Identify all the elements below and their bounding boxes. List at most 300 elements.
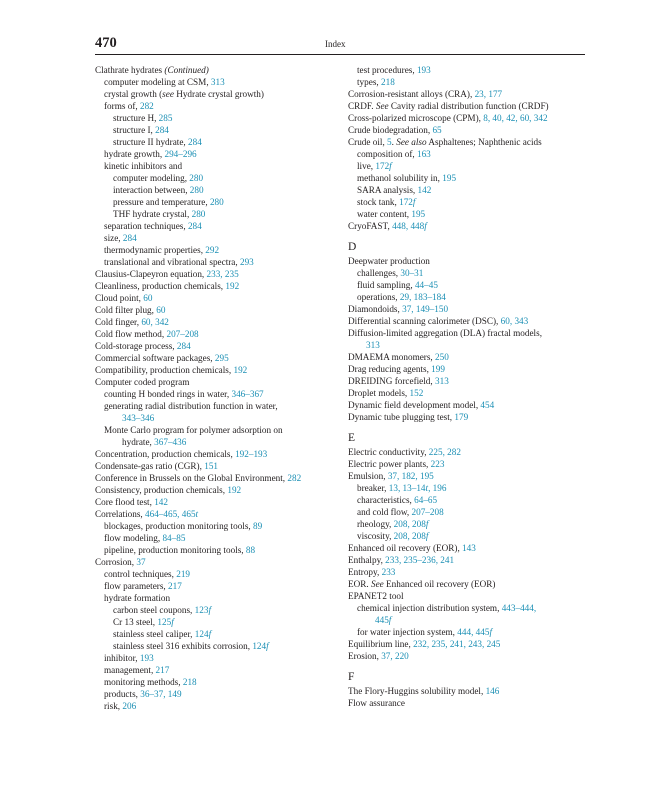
index-subentry xyxy=(95,232,335,244)
entry-term: control techniques, xyxy=(104,569,177,579)
page-ref-suffix[interactable]: f xyxy=(425,531,429,541)
page-ref-link[interactable]: 172 xyxy=(375,161,390,171)
index-entry xyxy=(95,508,335,520)
page-ref-link[interactable]: 37 xyxy=(136,557,146,567)
page-ref-link[interactable]: 282 xyxy=(287,473,302,483)
page-ref-suffix[interactable]: f xyxy=(424,221,427,231)
page-ref-suffix[interactable]: f xyxy=(389,161,392,171)
entry-term: Cold-storage process, xyxy=(95,341,177,351)
entry-term: CryoFAST, xyxy=(348,221,393,231)
page-ref-link[interactable]: 280 xyxy=(189,173,204,183)
page-ref-link[interactable]: 163 xyxy=(416,149,431,159)
index-entry xyxy=(348,220,588,232)
page-ref-link[interactable]: 195 xyxy=(442,173,457,183)
page-ref-link[interactable]: 124 xyxy=(252,641,267,651)
page-ref-suffix[interactable]: f xyxy=(412,197,416,207)
entry-term: Cold finger, xyxy=(95,317,142,327)
entry-term: live, xyxy=(357,161,376,171)
page-ref-link[interactable]: 343–346 xyxy=(122,413,155,423)
page-ref-link[interactable]: 124 xyxy=(194,629,209,639)
section-letter-heading: E xyxy=(348,432,356,444)
entry-term: Diffusion-limited aggregation (DLA) fractal models, xyxy=(348,328,542,338)
page-ref-link[interactable]: 143 xyxy=(462,543,476,553)
section-letter-heading: F xyxy=(348,671,355,683)
index-entry xyxy=(95,484,335,496)
entry-term: Computer coded program xyxy=(95,377,190,387)
index-subentry xyxy=(95,664,335,676)
index-subentry xyxy=(348,76,588,88)
index-entry xyxy=(348,650,588,662)
entry-term: SARA analysis, xyxy=(357,185,418,195)
index-subentry xyxy=(348,339,588,351)
index-entry xyxy=(348,124,588,136)
page-ref-link[interactable]: 36–37, 149 xyxy=(140,689,182,699)
index-entry xyxy=(95,448,335,460)
index-entry xyxy=(348,375,588,387)
entry-term: flow modeling, xyxy=(104,533,163,543)
page-ref-link[interactable]: 280 xyxy=(189,185,204,195)
index-entry xyxy=(95,376,335,388)
index-entry xyxy=(95,316,335,328)
page-ref-link[interactable]: 5 xyxy=(387,137,392,147)
entry-term: structure I, xyxy=(113,125,156,135)
entry-term: structure H, xyxy=(113,113,159,123)
index-subentry xyxy=(348,64,588,76)
page-ref-link[interactable]: 88 xyxy=(245,545,256,555)
entry-term: separation techniques, xyxy=(104,221,188,231)
index-entry xyxy=(95,64,335,76)
index-entry xyxy=(348,411,588,423)
entry-term: Correlations, xyxy=(95,509,146,519)
entry-term: counting H bonded rings in water, xyxy=(104,389,232,399)
index-subentry xyxy=(348,160,588,172)
page-ref-link[interactable]: 192 xyxy=(225,281,240,291)
index-entry xyxy=(95,328,335,340)
page-ref-link[interactable]: 217 xyxy=(155,665,170,675)
entry-term: DREIDING forcefield, xyxy=(348,376,435,386)
entry-term: Conference in Brussels on the Global Environment, xyxy=(95,473,288,483)
page-ref-link[interactable]: 152 xyxy=(409,388,424,398)
entry-term: fluid sampling, xyxy=(357,280,415,290)
entry-term: Crude biodegradation, xyxy=(348,125,433,135)
entry-term: Core flood test, xyxy=(95,497,155,507)
entry-term: Cleanliness, production chemicals, xyxy=(95,281,226,291)
entry-text: . xyxy=(391,137,397,147)
index-entry xyxy=(95,460,335,472)
page-ref-suffix[interactable]: f xyxy=(266,641,269,651)
entry-term: stainless steel 316 exhibits corrosion, xyxy=(113,641,253,651)
page-ref-link[interactable]: 123 xyxy=(194,605,209,615)
entry-term: flow parameters, xyxy=(104,581,169,591)
entry-term: thermodynamic properties, xyxy=(104,245,206,255)
page-ref-link[interactable]: 60, 342 xyxy=(141,317,169,327)
index-subentry xyxy=(95,604,335,616)
entry-term: Entropy, xyxy=(348,567,382,577)
page-ref-link[interactable]: 284 xyxy=(155,125,169,135)
page-ref-link[interactable]: 367–436 xyxy=(154,437,187,447)
index-subentry xyxy=(348,602,588,614)
index-subentry xyxy=(348,267,588,279)
index-subentry xyxy=(348,506,588,518)
entry-term: Dynamic tube plugging test, xyxy=(348,412,455,422)
index-subentry xyxy=(95,124,335,136)
index-entry xyxy=(348,685,588,697)
section-letter-heading: D xyxy=(348,241,357,253)
index-subentry xyxy=(95,160,335,172)
index-entry xyxy=(348,554,588,566)
index-entry xyxy=(348,255,588,267)
page-ref-link[interactable]: 284 xyxy=(188,137,202,147)
page-ref-link[interactable]: 232, 235, 241, 243, 245 xyxy=(413,639,501,649)
entry-term: Consistency, production chemicals, xyxy=(95,485,228,495)
index-entry xyxy=(348,566,588,578)
entry-term: types, xyxy=(357,77,381,87)
entry-term: Crude oil, xyxy=(348,137,388,147)
entry-term: Clausius-Clapeyron equation, xyxy=(95,269,207,279)
entry-term: hydrate formation xyxy=(104,593,171,603)
index-subentry xyxy=(348,614,588,626)
index-entry xyxy=(348,542,588,554)
index-entry xyxy=(95,304,335,316)
page-ref-link[interactable]: 284 xyxy=(122,233,137,243)
index-subentry xyxy=(95,436,335,448)
index-entry xyxy=(348,470,588,482)
entry-term: for water injection system, xyxy=(357,627,458,637)
index-entry xyxy=(95,268,335,280)
page-ref-link[interactable]: 313 xyxy=(366,340,380,350)
page-ref-link[interactable]: 207–208 xyxy=(411,507,444,517)
entry-term: carbon steel coupons, xyxy=(113,605,195,615)
entry-term: THF hydrate crystal, xyxy=(113,209,192,219)
index-subentry xyxy=(95,580,335,592)
page-ref-link[interactable]: 280 xyxy=(191,209,206,219)
index-entry xyxy=(348,315,588,327)
page-ref-link[interactable]: 84–85 xyxy=(162,533,186,543)
page-ref-link[interactable]: 23, 177 xyxy=(474,89,503,99)
index-entry xyxy=(348,697,588,709)
cross-reference-label: See also xyxy=(396,137,427,147)
index-entry xyxy=(95,340,335,352)
page-ref-link[interactable]: 172 xyxy=(399,197,413,207)
page-ref-link[interactable]: 218 xyxy=(182,677,197,687)
entry-term: risk, xyxy=(104,701,123,711)
entry-term: operations, xyxy=(357,292,400,302)
page-ref-link[interactable]: 199 xyxy=(431,364,445,374)
entry-term: management, xyxy=(104,665,156,675)
entry-term: The Flory-Huggins solubility model, xyxy=(348,686,486,696)
index-subentry xyxy=(95,136,335,148)
index-subentry xyxy=(95,208,335,220)
entry-term: Cold filter plug, xyxy=(95,305,157,315)
page-ref-link[interactable]: 192 xyxy=(233,365,248,375)
page-ref-link[interactable]: 65 xyxy=(432,125,442,135)
entry-term: monitoring methods, xyxy=(104,677,183,687)
entry-term: characteristics, xyxy=(357,495,415,505)
page-ref-link[interactable]: 454 xyxy=(480,400,495,410)
entry-term: EOR. xyxy=(348,579,371,589)
index-subentry xyxy=(95,88,335,100)
page-ref-link[interactable]: 29, 183–184 xyxy=(399,292,446,302)
entry-term: Condensate-gas ratio (CGR), xyxy=(95,461,205,471)
index-subentry xyxy=(95,256,335,268)
entry-term: Cloud point, xyxy=(95,293,144,303)
index-subentry xyxy=(95,220,335,232)
entry-term: kinetic inhibitors and xyxy=(104,161,183,171)
entry-term: test procedures, xyxy=(357,65,417,75)
page-ref-link[interactable]: 64–65 xyxy=(414,495,438,505)
page-ref-link[interactable]: 464–465, 465 xyxy=(145,509,196,519)
page-number: 470 xyxy=(95,35,117,51)
entry-term: Commercial software packages, xyxy=(95,353,215,363)
index-subentry xyxy=(348,518,588,530)
entry-term: products, xyxy=(104,689,141,699)
entry-term: Compatibility, production chemicals, xyxy=(95,365,234,375)
index-entry xyxy=(348,399,588,411)
index-subentry xyxy=(95,112,335,124)
page-ref-link[interactable]: 142 xyxy=(417,185,432,195)
page-ref-link[interactable]: 208, 208 xyxy=(393,519,426,529)
index-subentry xyxy=(348,291,588,303)
index-subentry xyxy=(95,400,335,412)
page-ref-suffix[interactable]: f xyxy=(208,605,211,615)
page-ref-link[interactable]: 146 xyxy=(485,686,500,696)
index-subentry xyxy=(348,482,588,494)
page-ref-link[interactable]: 195 xyxy=(411,209,426,219)
page-ref-link[interactable]: 285 xyxy=(158,113,173,123)
index-subentry xyxy=(348,184,588,196)
entry-term: Enhanced oil recovery (EOR), xyxy=(348,543,463,553)
entry-term: Cross-polarized microscope (CPM), xyxy=(348,113,484,123)
page-ref-link[interactable]: 193 xyxy=(139,653,154,663)
page-ref-link[interactable]: 219 xyxy=(176,569,190,579)
entry-term: viscosity, xyxy=(357,531,394,541)
page-ref-link[interactable]: 313 xyxy=(210,77,225,87)
entry-term: size, xyxy=(104,233,123,243)
index-subentry xyxy=(348,196,588,208)
running-title: Index xyxy=(325,39,346,49)
index-entry xyxy=(348,578,588,590)
index-subentry xyxy=(95,148,335,160)
index-subentry xyxy=(95,424,335,436)
page-ref-link[interactable]: 151 xyxy=(204,461,218,471)
page-ref-link[interactable]: 443–444, xyxy=(501,603,537,613)
page-ref-link[interactable]: 125 xyxy=(157,617,172,627)
page-ref-link[interactable]: 250 xyxy=(435,352,449,362)
page-ref-link[interactable]: 292 xyxy=(205,245,220,255)
entry-term: translational and vibrational spectra, xyxy=(104,257,240,267)
page-ref-link[interactable]: 223 xyxy=(430,459,445,469)
index-entry xyxy=(348,387,588,399)
page-ref-link[interactable]: 284 xyxy=(187,221,202,231)
page-ref-suffix[interactable]: t xyxy=(195,509,199,519)
entry-term: DMAEMA monomers, xyxy=(348,352,436,362)
entry-term: hydrate growth, xyxy=(104,149,165,159)
page-ref-link[interactable]: 295 xyxy=(214,353,229,363)
page-ref-link[interactable]: 44–45 xyxy=(414,280,438,290)
index-subentry xyxy=(348,148,588,160)
index-subentry xyxy=(348,172,588,184)
entry-term: Cold flow method, xyxy=(95,329,167,339)
entry-term: Enthalpy, xyxy=(348,555,386,565)
entry-text: Asphaltenes; Naphthenic acids xyxy=(426,137,542,147)
index-entry xyxy=(348,590,588,602)
page-ref-link[interactable]: 13, 13–14 xyxy=(388,483,426,493)
page-ref-link[interactable]: 30–31 xyxy=(400,268,424,278)
entry-term: Erosion, xyxy=(348,651,382,661)
entry-term: blockages, production monitoring tools, xyxy=(104,521,254,531)
index-entry xyxy=(95,472,335,484)
index-subentry xyxy=(95,688,335,700)
page-ref-link[interactable]: 60, 343 xyxy=(500,316,529,326)
page-ref-link[interactable]: 89 xyxy=(253,521,263,531)
entry-term: Electric conductivity, xyxy=(348,447,429,457)
entry-term: forms of, xyxy=(104,101,140,111)
index-subentry xyxy=(95,616,335,628)
entry-term: stock tank, xyxy=(357,197,400,207)
page-ref-link[interactable]: 280 xyxy=(209,197,224,207)
index-subentry xyxy=(95,172,335,184)
page-ref-link[interactable]: 179 xyxy=(454,412,469,422)
index-subentry xyxy=(95,388,335,400)
page-ref-link[interactable]: 206 xyxy=(122,701,137,711)
index-entry xyxy=(348,351,588,363)
page-ref-link[interactable]: 37, 182, 195 xyxy=(387,471,434,481)
index-subentry xyxy=(348,494,588,506)
page-ref-link[interactable]: 37, 149–150 xyxy=(402,304,449,314)
page-ref-link[interactable]: 218 xyxy=(381,77,395,87)
entry-term: Dynamic field development model, xyxy=(348,400,481,410)
page-ref-link[interactable]: , 196 xyxy=(428,483,447,493)
entry-term: Emulsion, xyxy=(348,471,388,481)
index-subentry xyxy=(95,676,335,688)
index-entry xyxy=(348,363,588,375)
entry-term: Corrosion-resistant alloys (CRA), xyxy=(348,89,475,99)
entry-term: EPANET2 tool xyxy=(348,591,404,601)
page-ref-link[interactable]: 207–208 xyxy=(166,329,199,339)
index-subentry xyxy=(95,76,335,88)
page-ref-link[interactable]: 60 xyxy=(156,305,166,315)
index-entry xyxy=(95,364,335,376)
page-ref-suffix[interactable]: f xyxy=(388,615,392,625)
page-ref-link[interactable]: 193 xyxy=(416,65,431,75)
entry-term: pressure and temperature, xyxy=(113,197,210,207)
index-subentry xyxy=(95,544,335,556)
index-subentry xyxy=(95,196,335,208)
page-ref-suffix[interactable]: f xyxy=(208,629,212,639)
page-ref-link[interactable]: 233, 235–236, 241 xyxy=(385,555,455,565)
page-ref-link[interactable]: 293 xyxy=(239,257,254,267)
page-ref-link[interactable]: 233 xyxy=(381,567,396,577)
entry-term: computer modeling, xyxy=(113,173,190,183)
index-entry xyxy=(348,112,588,124)
page-ref-link[interactable]: 60 xyxy=(143,293,153,303)
index-column-left xyxy=(95,64,335,712)
index-entry xyxy=(348,136,588,148)
entry-term: chemical injection distribution system, xyxy=(357,603,502,613)
page-ref-suffix[interactable]: f xyxy=(425,519,429,529)
index-subentry xyxy=(95,532,335,544)
index-entry xyxy=(348,327,588,339)
page-ref-suffix[interactable]: t xyxy=(425,483,429,493)
entry-term: Electric power plants, xyxy=(348,459,431,469)
entry-term: crystal growth ( xyxy=(104,89,163,99)
page-ref-link[interactable]: 142 xyxy=(154,497,168,507)
entry-term: Corrosion, xyxy=(95,557,137,567)
page-ref-link[interactable]: 225, 282 xyxy=(428,447,461,457)
entry-text: Cavity radial distribution function (CRDF) xyxy=(388,101,549,111)
cross-reference-label: See xyxy=(370,579,384,589)
page-ref-suffix[interactable]: f xyxy=(489,627,492,637)
cross-reference-label: See xyxy=(375,101,389,111)
page-ref-suffix[interactable]: f xyxy=(171,617,174,627)
cross-reference-label: (Continued) xyxy=(164,65,209,75)
page-ref-link[interactable]: 192–193 xyxy=(235,449,268,459)
page-ref-link[interactable]: 448, 448 xyxy=(392,221,425,231)
index-subentry xyxy=(95,244,335,256)
entry-term: Drag reducing agents, xyxy=(348,364,432,374)
page-ref-link[interactable]: 284 xyxy=(176,341,191,351)
entry-term: CRDF. xyxy=(348,101,376,111)
entry-term: composition of, xyxy=(357,149,417,159)
index-entry xyxy=(348,638,588,650)
page-header xyxy=(95,33,585,53)
page-ref-link[interactable]: 217 xyxy=(168,581,182,591)
entry-term: Cr 13 steel, xyxy=(113,617,158,627)
entry-term: hydrate, xyxy=(122,437,155,447)
page-ref-link[interactable]: 8, 40, 42, 60, 342 xyxy=(483,113,548,123)
page-ref-link[interactable]: 233, 235 xyxy=(206,269,239,279)
index-entry xyxy=(95,352,335,364)
page-ref-link[interactable]: 282 xyxy=(139,101,154,111)
entry-term: Clathrate hydrates xyxy=(95,65,165,75)
index-subentry xyxy=(348,279,588,291)
entry-term: methanol solubility in, xyxy=(357,173,443,183)
entry-text: Hydrate crystal growth) xyxy=(173,89,264,99)
entry-term: Deepwater production xyxy=(348,256,430,266)
index-entry xyxy=(348,100,588,112)
entry-term: Concentration, production chemicals, xyxy=(95,449,236,459)
entry-term: computer modeling at CSM, xyxy=(104,77,211,87)
entry-term: challenges, xyxy=(357,268,401,278)
index-subentry xyxy=(95,520,335,532)
page-ref-link[interactable]: 346–367 xyxy=(231,389,264,399)
entry-term: Monte Carlo program for polymer adsorption on xyxy=(104,425,283,435)
index-subentry xyxy=(348,530,588,542)
page-ref-link[interactable]: 294–296 xyxy=(164,149,197,159)
page-ref-link[interactable]: 192 xyxy=(227,485,242,495)
index-entry xyxy=(348,303,588,315)
entry-term: interaction between, xyxy=(113,185,190,195)
page-ref-link[interactable]: 208, 208 xyxy=(393,531,426,541)
entry-term: Diamondoids, xyxy=(348,304,403,314)
entry-term: pipeline, production monitoring tools, xyxy=(104,545,246,555)
page-ref-link[interactable]: 445 xyxy=(375,615,389,625)
entry-term: Droplet models, xyxy=(348,388,410,398)
cross-reference-label: see xyxy=(162,89,174,99)
index-entry xyxy=(95,292,335,304)
index-column-right xyxy=(348,64,588,709)
page-ref-link[interactable]: 37, 220 xyxy=(381,651,409,661)
entry-term: Differential scanning calorimeter (DSC), xyxy=(348,316,501,326)
index-entry xyxy=(95,556,335,568)
page-ref-link[interactable]: 444, 445 xyxy=(457,627,490,637)
page-ref-link[interactable]: 313 xyxy=(435,376,449,386)
index-entry xyxy=(348,446,588,458)
entry-term: Flow assurance xyxy=(348,698,405,708)
index-subentry xyxy=(95,640,335,652)
header-rule xyxy=(95,54,585,55)
entry-term: and cold flow, xyxy=(357,507,412,517)
